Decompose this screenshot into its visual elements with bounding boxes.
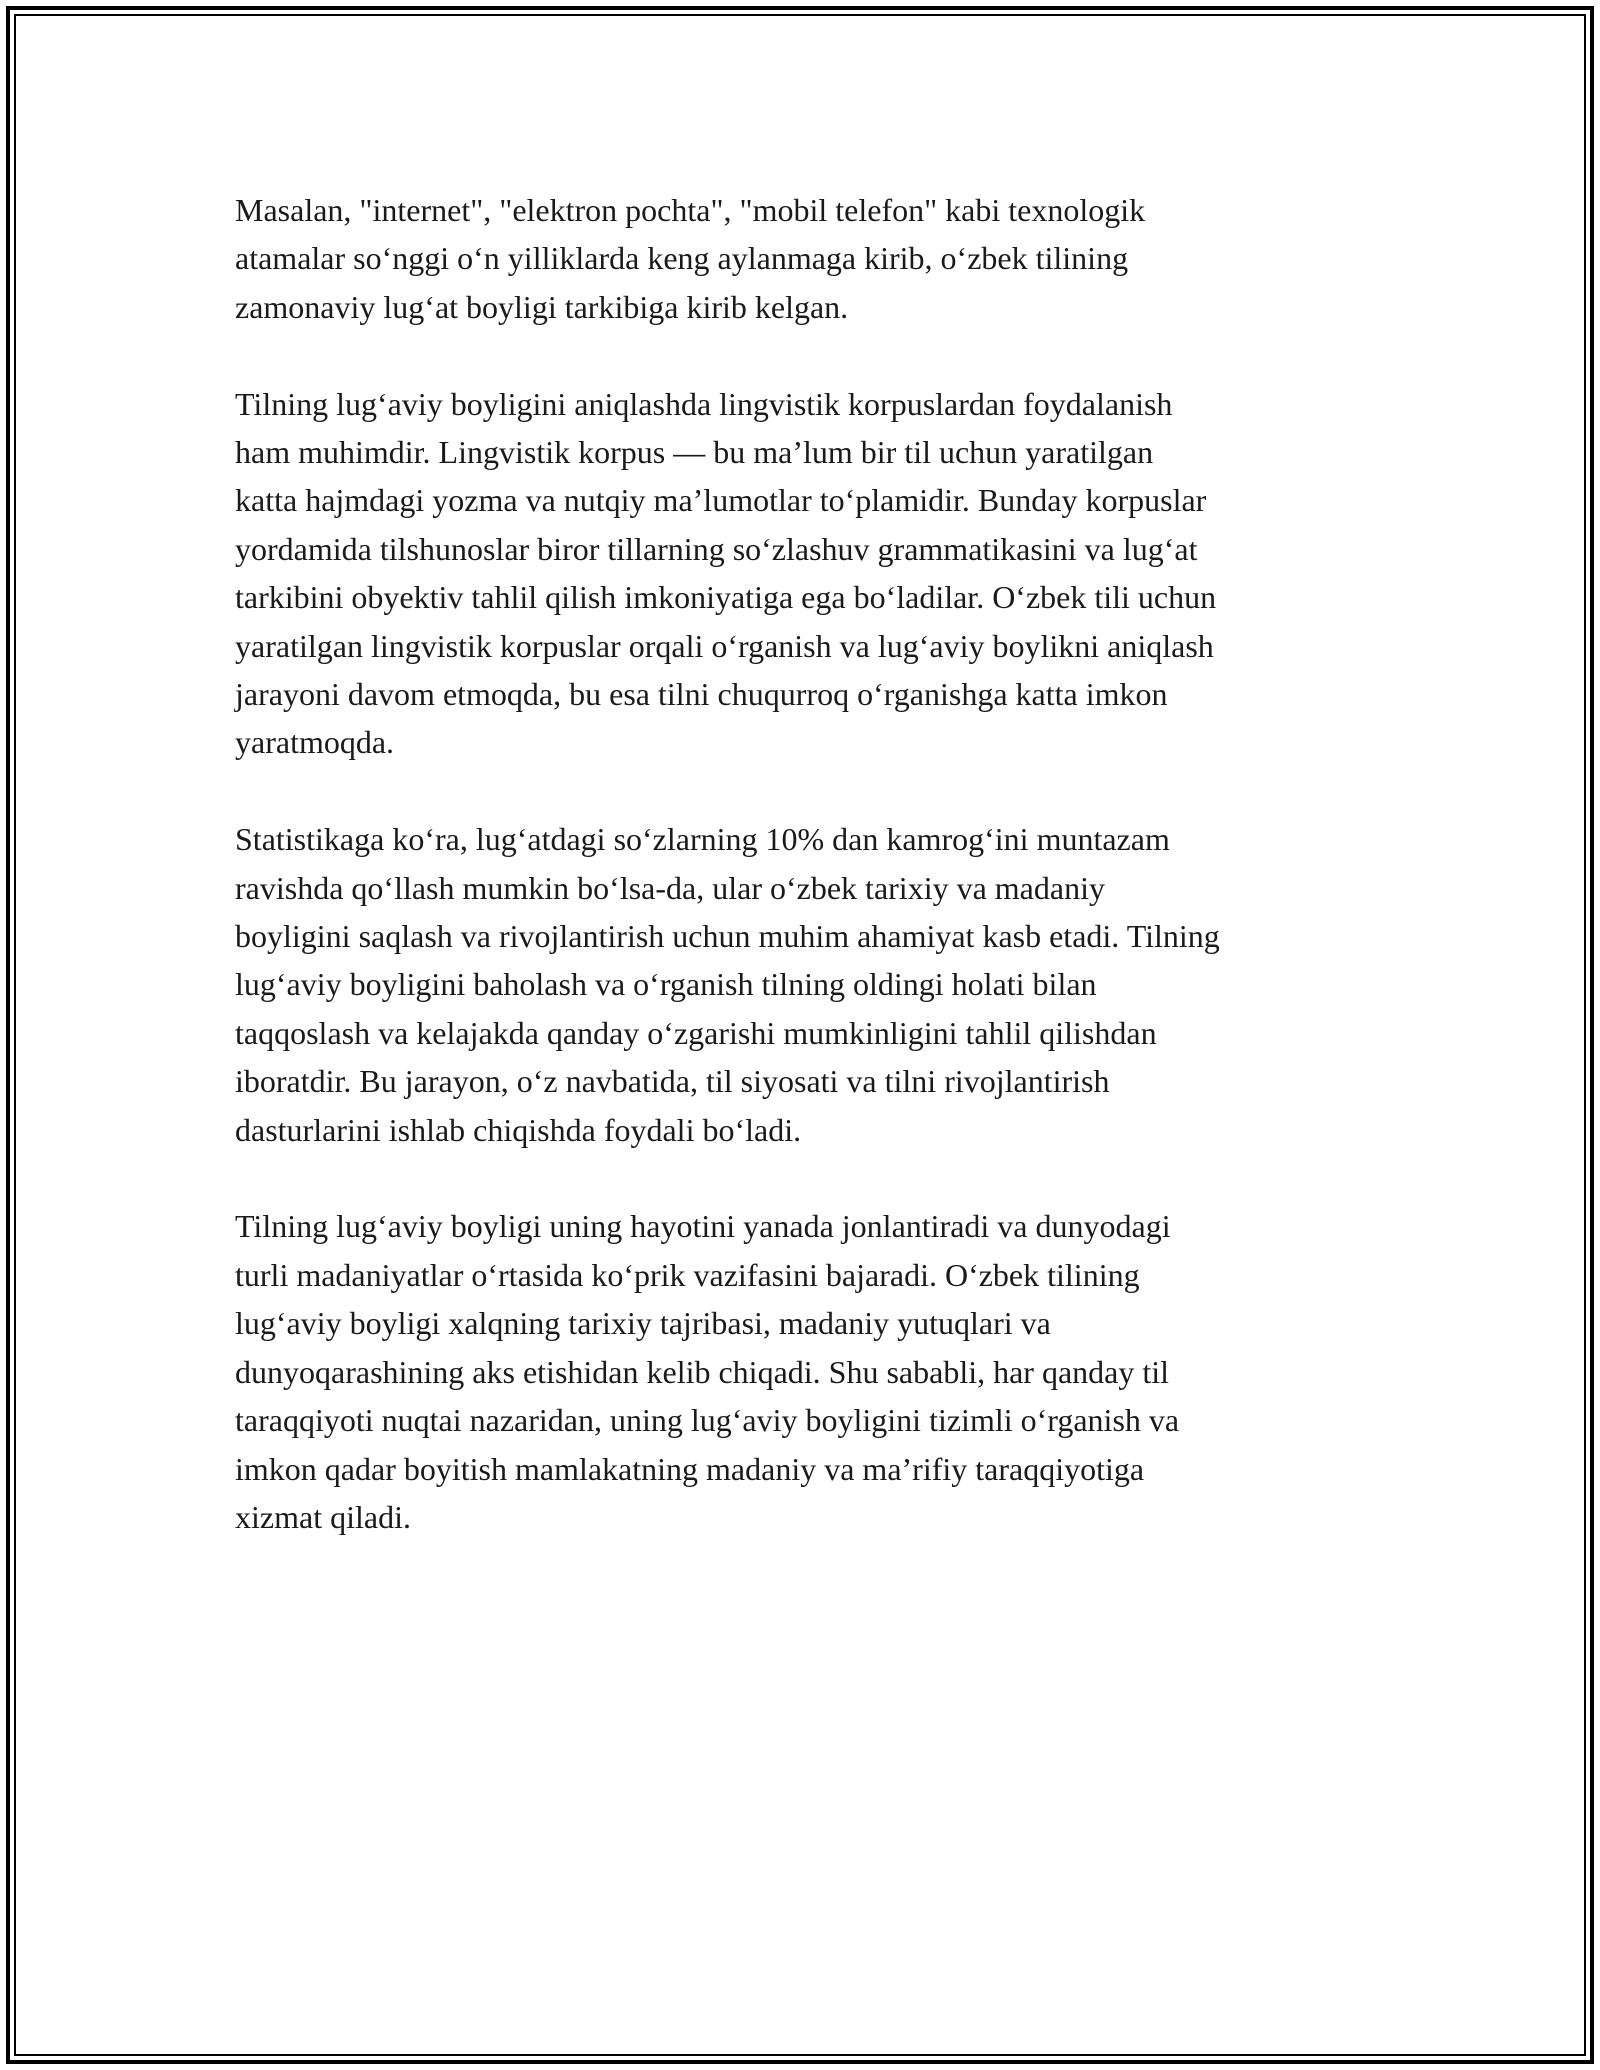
text-line: imkon qadar boyitish mamlakatning madaniy va ma’rifiy taraqqiyotiga [235,1450,1145,1487]
text-line: boyligini saqlash va rivojlantirish uchun muhim ahamiyat kasb etadi. Tilning [235,918,1220,955]
text-line: taraqqiyoti nuqtai nazaridan, uning lug‘aviy boyligini tizimli o‘rganish va [235,1402,1180,1439]
text-line: yordamida tilshunoslar biror tillarning so‘zlashuv grammatikasini va lug‘at [235,530,1198,567]
text-line: Tilning lug‘aviy boyligini aniqlashda lingvistik korpuslardan foydalanish [235,385,1173,422]
text-line: ravishda qo‘llash mumkin bo‘lsa-da, ular o‘zbek tarixiy va madaniy [235,869,1105,906]
text-line: Masalan, "internet", "elektron pochta", "mobil telefon" kabi texnologik [235,192,1146,228]
text-line: dunyoqarashining aks etishidan kelib chiqadi. Shu sababli, har qanday til [235,1353,1170,1390]
document-body [235,186,1375,1590]
text-line: taqqoslash va kelajakda qanday o‘zgarishi mumkinligini tahlil qilishdan [235,1014,1157,1051]
text-line: lug‘aviy boyligini baholash va o‘rganish tilning oldingi holati bilan [235,966,1097,1003]
text-line: Tilning lug‘aviy boyligi uning hayotini yanada jonlantiradi va dunyodagi [235,1208,1171,1245]
text-line: Statistikaga ko‘ra, lug‘atdagi so‘zlarning 10% dan kamrog‘ini muntazam [235,821,1170,858]
text-line: ham muhimdir. Lingvistik korpus — bu ma’lum bir til uchun yaratilgan [235,434,1154,471]
paragraph-2 [235,380,1375,767]
text-line: iboratdir. Bu jarayon, o‘z navbatida, til siyosati va tilni rivojlantirish [235,1063,1110,1100]
text-line: katta hajmdagi yozma va nutqiy ma’lumotlar to‘plamidir. Bunday korpuslar [235,482,1207,519]
text-line: lug‘aviy boyligi xalqning tarixiy tajribasi, madaniy yutuqlari va [235,1305,1051,1342]
text-line: yaratmoqda. [235,724,395,761]
text-line: jarayoni davom etmoqda, bu esa tilni chuqurroq o‘rganishga katta imkon [235,676,1168,713]
paragraph-3 [235,815,1375,1154]
text-line: atamalar so‘nggi o‘n yilliklarda keng aylanmaga kirib, o‘zbek tilining [235,240,1129,277]
text-line: turli madaniyatlar o‘rtasida ko‘prik vazifasini bajaradi. O‘zbek tilining [235,1256,1140,1293]
paragraph-1 [235,186,1375,331]
text-line: xizmat qiladi. [235,1498,411,1535]
text-line: yaratilgan lingvistik korpuslar orqali o‘rganish va lug‘aviy boylikni aniqlash [235,627,1214,664]
text-line: tarkibini obyektiv tahlil qilish imkoniyatiga ega bo‘ladilar. O‘zbek tili uchun [235,579,1217,616]
paragraph-4 [235,1202,1375,1541]
text-line: dasturlarini ishlab chiqishda foydali bo‘ladi. [235,1111,802,1148]
text-line: zamonaviy lug‘at boyligi tarkibiga kirib kelgan. [235,288,849,325]
